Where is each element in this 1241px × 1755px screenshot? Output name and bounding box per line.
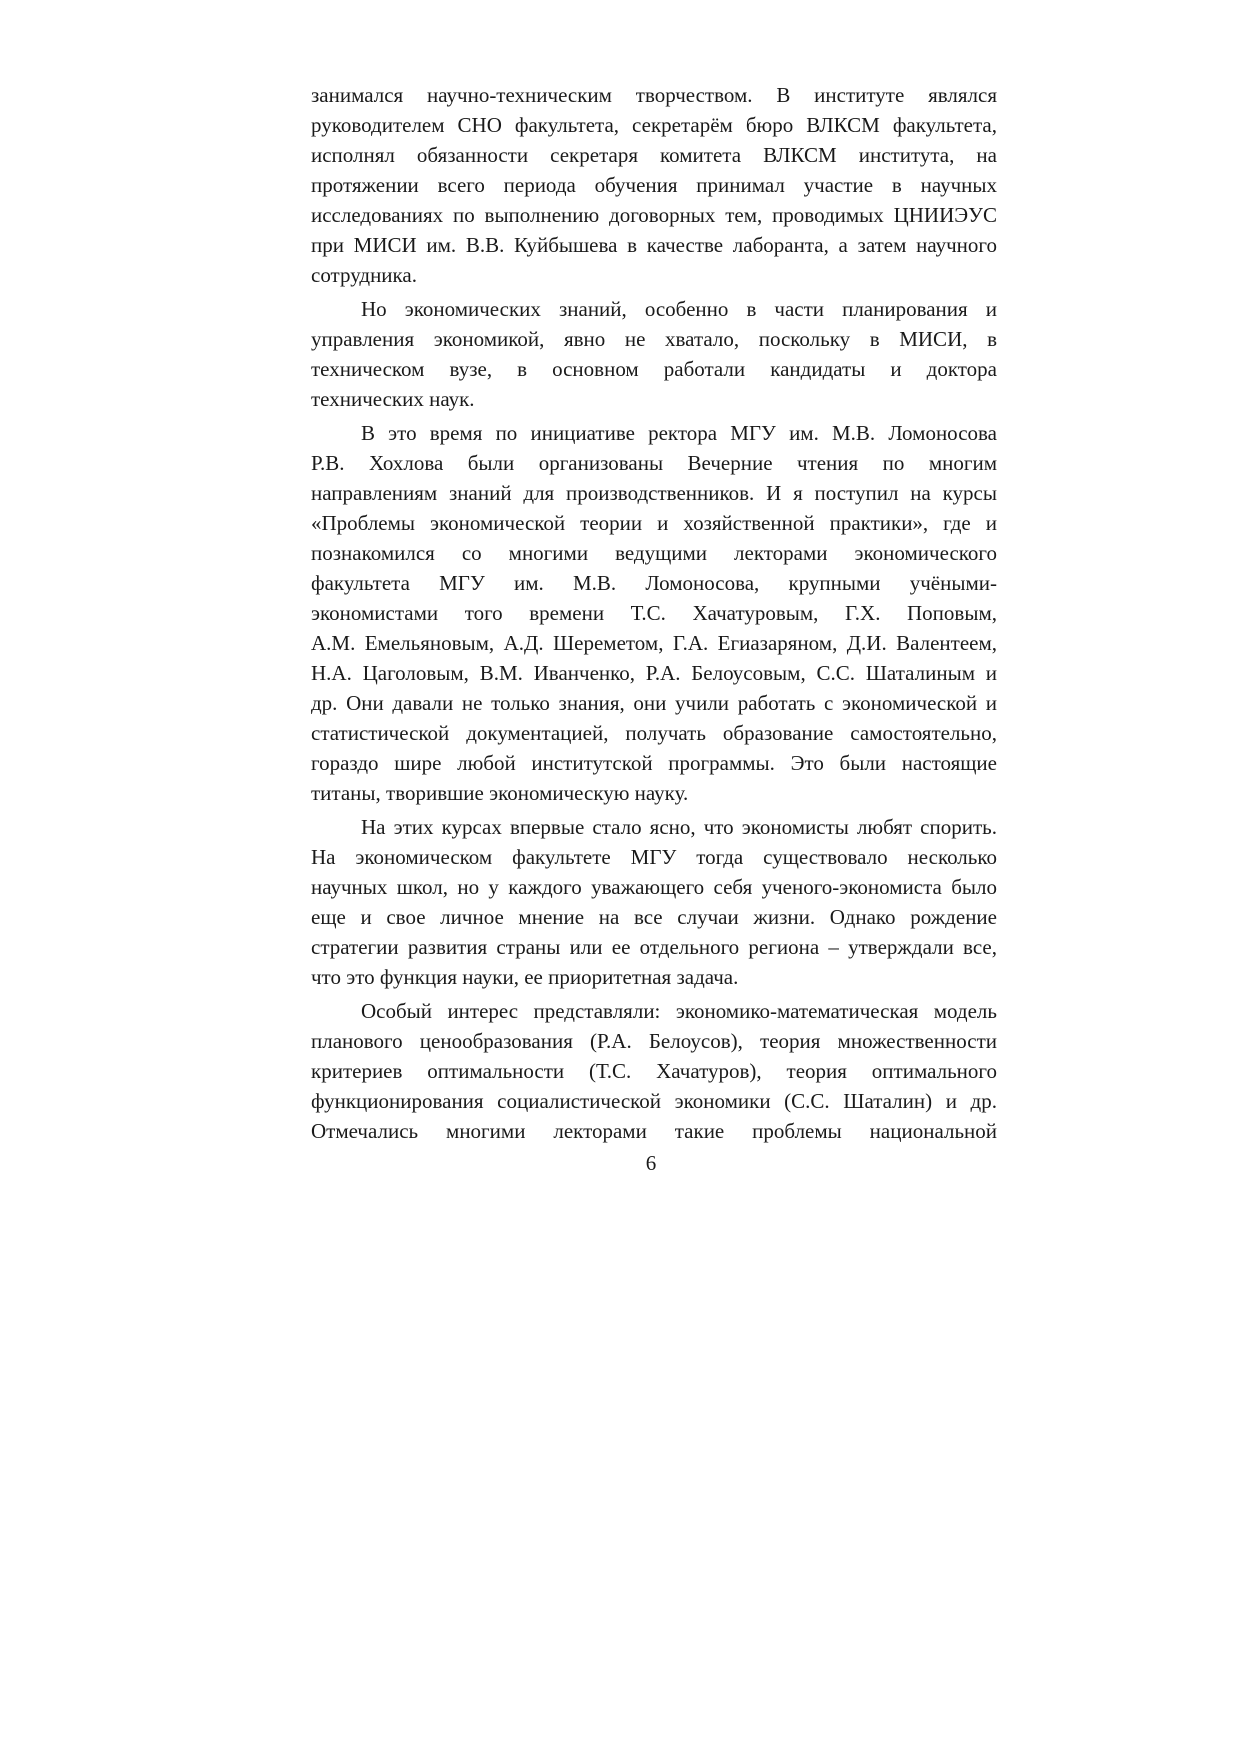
text-line: направлениям знаний для производственников. И я поступил на курсы — [311, 481, 997, 505]
paragraph — [311, 80, 997, 290]
text-line: экономистами того времени Т.С. Хачатуровым, Г.Х. Поповым, — [311, 601, 997, 625]
text-line: сотрудника. — [311, 263, 417, 287]
body-text — [311, 80, 997, 1146]
page-number: 6 — [645, 1151, 657, 1175]
text-line: техническом вузе, в основном работали кандидаты и доктора — [311, 357, 997, 381]
text-line: На экономическом факультете МГУ тогда существовало несколько — [311, 845, 997, 869]
text-line: Р.В. Хохлова были организованы Вечерние чтения по многим — [311, 451, 997, 475]
text-line: что это функция науки, ее приоритетная задача. — [311, 965, 739, 989]
text-line: статистической документацией, получать образование самостоятельно, — [311, 721, 997, 745]
text-line: научных школ, но у каждого уважающего себя ученого-экономиста было — [311, 875, 997, 899]
text-line: технических наук. — [311, 387, 475, 411]
text-line: критериев оптимальности (Т.С. Хачатуров), теория оптимального — [311, 1059, 997, 1083]
text-line: Н.А. Цаголовым, В.М. Иванченко, Р.А. Белоусовым, С.С. Шаталиным и — [311, 661, 997, 685]
paragraph — [311, 996, 997, 1146]
text-line: др. Они давали не только знания, они учили работать с экономической и — [311, 691, 997, 715]
text-line: А.М. Емельяновым, А.Д. Шереметом, Г.А. Егиазаряном, Д.И. Валентеем, — [311, 631, 997, 655]
text-line: познакомился со многими ведущими лекторами экономического — [311, 541, 997, 565]
text-line: протяжении всего периода обучения принимал участие в научных — [311, 173, 997, 197]
text-line: стратегии развития страны или ее отдельного региона – утверждали все, — [311, 935, 997, 959]
text-line: В это время по инициативе ректора МГУ им. М.В. Ломоносова — [361, 421, 997, 445]
text-line: титаны, творившие экономическую науку. — [311, 781, 689, 805]
text-line: при МИСИ им. В.В. Куйбышева в качестве лаборанта, а затем научного — [311, 233, 997, 257]
text-line: Но экономических знаний, особенно в части планирования и — [361, 297, 997, 321]
text-line: занимался научно-техническим творчеством. В институте являлся — [311, 83, 997, 107]
text-line: гораздо шире любой институтской программы. Это были настоящие — [311, 751, 997, 775]
text-line: исследованиях по выполнению договорных тем, проводимых ЦНИИЭУС — [311, 203, 997, 227]
text-line: Особый интерес представляли: экономико-математическая модель — [361, 999, 997, 1023]
text-line: управления экономикой, явно не хватало, поскольку в МИСИ, в — [311, 327, 997, 351]
paragraph — [311, 418, 997, 808]
paragraph — [311, 294, 997, 414]
text-line: руководителем СНО факультета, секретарём бюро ВЛКСМ факультета, — [311, 113, 997, 137]
text-line: планового ценообразования (Р.А. Белоусов), теория множественности — [311, 1029, 997, 1053]
text-line: еще и свое личное мнение на все случаи жизни. Однако рождение — [311, 905, 997, 929]
text-line: «Проблемы экономической теории и хозяйственной практики», где и — [311, 511, 997, 535]
text-line: факультета МГУ им. М.В. Ломоносова, крупными учёными- — [311, 571, 997, 595]
text-line: На этих курсах впервые стало ясно, что экономисты любят спорить. — [361, 815, 997, 839]
text-line: функционирования социалистической экономики (С.С. Шаталин) и др. — [311, 1089, 997, 1113]
paragraph — [311, 812, 997, 992]
text-line: исполнял обязанности секретаря комитета ВЛКСМ института, на — [311, 143, 997, 167]
text-line: Отмечались многими лекторами такие проблемы национальной — [311, 1119, 997, 1143]
